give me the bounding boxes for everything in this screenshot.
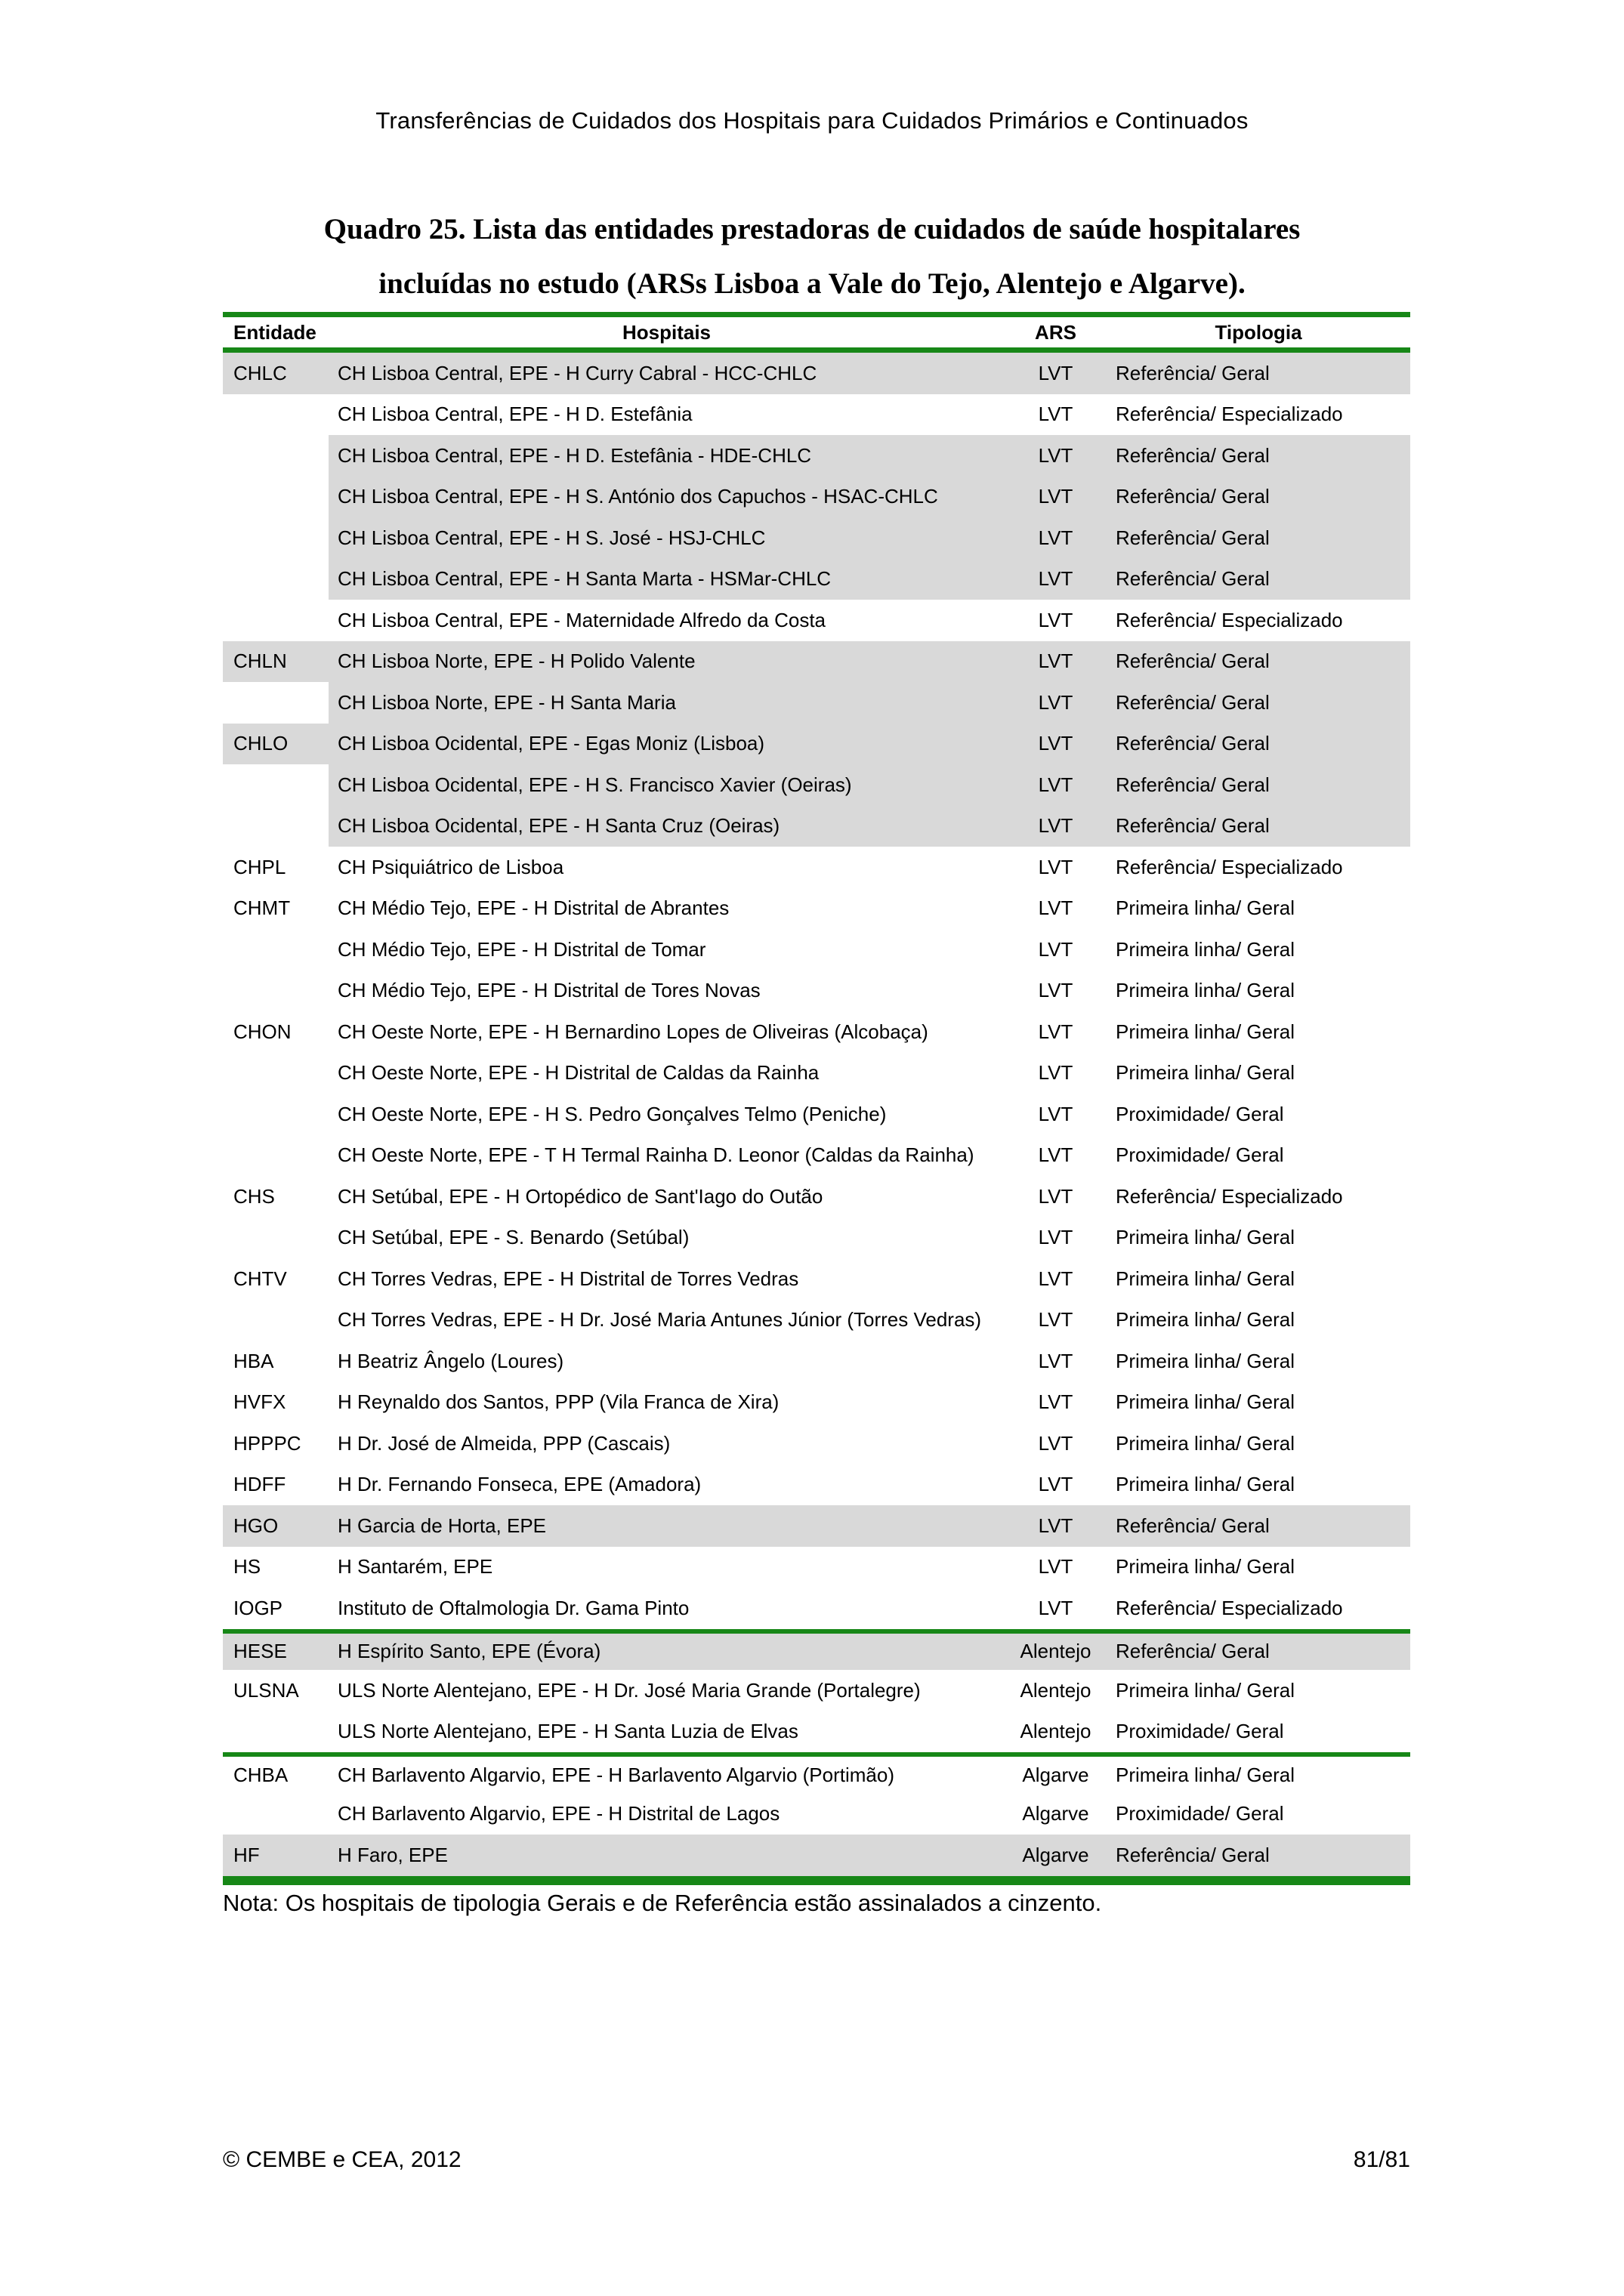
cell-tipologia: Referência/ Geral	[1107, 353, 1410, 394]
cell-ars: LVT	[1038, 403, 1073, 426]
cell-entidade	[223, 600, 329, 641]
cell-entidade	[223, 517, 329, 559]
table-row	[223, 682, 1410, 724]
cell-tipologia: Primeira linha/ Geral	[1116, 1267, 1295, 1290]
cell-ars: LVT	[1038, 1555, 1073, 1578]
cell-hospital: H Reynaldo dos Santos, PPP (Vila Franca de Xira)	[338, 1390, 780, 1414]
cell-tipologia: Referência/ Geral	[1107, 435, 1410, 477]
cell-tipologia: Primeira linha/ Geral	[1116, 1226, 1295, 1249]
cell-tipologia: Proximidade/ Geral	[1116, 1720, 1284, 1743]
cell-tipologia: Primeira linha/ Geral	[1116, 1390, 1295, 1414]
cell-entidade: IOGP	[233, 1596, 283, 1619]
cell-ars: Algarve	[1005, 1835, 1107, 1876]
cell-entidade: CHS	[233, 1184, 275, 1208]
cell-hospital: Instituto de Oftalmologia Dr. Gama Pinto	[338, 1596, 690, 1619]
cell-entidade	[223, 477, 329, 518]
cell-ars: LVT	[1038, 1143, 1073, 1167]
table-note: Nota: Os hospitais de tipologia Gerais e de Referência estão assinalados a cinzento.	[223, 1890, 1102, 1916]
cell-ars: LVT	[1005, 477, 1107, 518]
cell-entidade	[223, 929, 329, 971]
cell-tipologia: Primeira linha/ Geral	[1116, 1020, 1295, 1043]
cell-tipologia: Referência/ Geral	[1107, 641, 1410, 683]
cell-hospital: CH Oeste Norte, EPE - H S. Pedro Gonçalves Telmo (Peniche)	[338, 1102, 887, 1125]
table-bottom-border	[223, 1876, 1410, 1885]
cell-ars: LVT	[1038, 1267, 1073, 1290]
table-row	[223, 847, 1410, 888]
table-row	[223, 971, 1410, 1012]
cell-ars: LVT	[1005, 353, 1107, 394]
cell-hospital: CH Lisboa Central, EPE - H Santa Marta - HSMar-CHLC	[329, 559, 1005, 600]
cell-entidade: HBA	[233, 1349, 274, 1372]
table-row	[223, 1547, 1410, 1588]
cell-tipologia: Primeira linha/ Geral	[1116, 1431, 1295, 1455]
cell-ars: LVT	[1005, 806, 1107, 847]
cell-hospital: H Faro, EPE	[329, 1835, 1005, 1876]
table-row	[223, 1300, 1410, 1341]
cell-tipologia: Primeira linha/ Geral	[1116, 896, 1295, 920]
cell-hospital: H Santarém, EPE	[338, 1555, 493, 1578]
cell-tipologia: Primeira linha/ Geral	[1116, 1061, 1295, 1085]
cell-entidade: HDFF	[233, 1473, 286, 1496]
footer-copyright: © CEMBE e CEA, 2012	[223, 2147, 462, 2172]
table-row	[223, 1382, 1410, 1424]
cell-ars: Algarve	[1022, 1802, 1089, 1825]
cell-ars: LVT	[1005, 1505, 1107, 1547]
cell-tipologia: Referência/ Geral	[1107, 559, 1410, 600]
cell-ars: LVT	[1038, 1184, 1073, 1208]
column-header-entidade: Entidade	[233, 320, 316, 344]
cell-tipologia: Referência/ Geral	[1107, 724, 1410, 765]
table-row	[223, 641, 1410, 683]
cell-entidade	[223, 1135, 329, 1177]
table-top-border	[223, 312, 1410, 317]
table-row	[223, 1752, 1410, 1794]
cell-entidade: CHLC	[223, 353, 329, 394]
cell-entidade	[223, 764, 329, 806]
cell-ars: LVT	[1038, 1390, 1073, 1414]
cell-tipologia: Referência/ Especializado	[1116, 403, 1343, 426]
column-header-ars: ARS	[1035, 320, 1076, 344]
cell-entidade	[223, 435, 329, 477]
cell-hospital: CH Médio Tejo, EPE - H Distrital de Tores Novas	[338, 979, 761, 1002]
table-header-border	[223, 347, 1410, 353]
cell-tipologia: Proximidade/ Geral	[1116, 1143, 1284, 1167]
cell-entidade: HESE	[223, 1634, 329, 1671]
hospitals-table	[223, 312, 1410, 1885]
cell-ars: Algarve	[1022, 1763, 1089, 1786]
table-row	[223, 724, 1410, 765]
table-row	[223, 1794, 1410, 1835]
cell-ars: LVT	[1038, 1349, 1073, 1372]
cell-entidade	[223, 1217, 329, 1259]
table-row	[223, 1835, 1410, 1876]
cell-entidade	[223, 1053, 329, 1094]
cell-tipologia: Referência/ Geral	[1107, 477, 1410, 518]
table-title	[0, 202, 1624, 311]
cell-hospital: CH Lisboa Central, EPE - H Curry Cabral - HCC-CHLC	[329, 353, 1005, 394]
cell-ars: LVT	[1038, 1226, 1073, 1249]
table-row	[223, 1711, 1410, 1753]
cell-hospital: CH Lisboa Central, EPE - H D. Estefânia	[338, 403, 693, 426]
cell-ars: LVT	[1038, 608, 1073, 631]
cell-ars: LVT	[1038, 937, 1073, 961]
table-row	[223, 600, 1410, 641]
cell-hospital: CH Lisboa Central, EPE - H D. Estefânia - HDE-CHLC	[329, 435, 1005, 477]
cell-entidade: HPPPC	[233, 1431, 301, 1455]
table-row	[223, 764, 1410, 806]
cell-tipologia: Primeira linha/ Geral	[1116, 1555, 1295, 1578]
cell-tipologia: Primeira linha/ Geral	[1116, 1678, 1295, 1702]
cell-hospital: H Garcia de Horta, EPE	[329, 1505, 1005, 1547]
cell-hospital: CH Lisboa Ocidental, EPE - H Santa Cruz (Oeiras)	[329, 806, 1005, 847]
cell-entidade: CHLN	[223, 641, 329, 683]
cell-tipologia: Referência/ Especializado	[1116, 855, 1343, 878]
cell-ars: LVT	[1005, 559, 1107, 600]
cell-tipologia: Proximidade/ Geral	[1116, 1102, 1284, 1125]
cell-ars: LVT	[1005, 641, 1107, 683]
cell-ars: LVT	[1038, 855, 1073, 878]
cell-hospital: CH Oeste Norte, EPE - H Distrital de Caldas da Rainha	[338, 1061, 820, 1085]
footer-page-number: 81/81	[1353, 2147, 1410, 2172]
cell-entidade: ULSNA	[233, 1678, 299, 1702]
cell-ars: LVT	[1005, 724, 1107, 765]
cell-ars: LVT	[1038, 1308, 1073, 1332]
cell-tipologia: Referência/ Geral	[1107, 1634, 1410, 1671]
cell-ars: LVT	[1038, 1020, 1073, 1043]
table-body	[223, 353, 1410, 1876]
cell-entidade: HS	[233, 1555, 261, 1578]
cell-hospital: CH Oeste Norte, EPE - T H Termal Rainha D. Leonor (Caldas da Rainha)	[338, 1143, 974, 1167]
cell-hospital: CH Lisboa Norte, EPE - H Polido Valente	[329, 641, 1005, 683]
table-row	[223, 477, 1410, 518]
cell-ars: LVT	[1038, 1061, 1073, 1085]
cell-tipologia: Referência/ Especializado	[1116, 1596, 1343, 1619]
table-row	[223, 1094, 1410, 1135]
cell-tipologia: Referência/ Geral	[1107, 517, 1410, 559]
table-row	[223, 1217, 1410, 1259]
cell-tipologia: Referência/ Especializado	[1116, 1184, 1343, 1208]
cell-hospital: CH Barlavento Algarvio, EPE - H Distrital de Lagos	[338, 1802, 780, 1825]
cell-hospital: CH Torres Vedras, EPE - H Distrital de Torres Vedras	[338, 1267, 799, 1290]
cell-entidade	[223, 559, 329, 600]
cell-entidade	[223, 682, 329, 724]
cell-entidade: CHPL	[233, 855, 286, 878]
cell-ars: LVT	[1038, 1473, 1073, 1496]
cell-tipologia: Referência/ Geral	[1107, 764, 1410, 806]
cell-tipologia: Primeira linha/ Geral	[1116, 1473, 1295, 1496]
cell-ars: LVT	[1005, 517, 1107, 559]
cell-entidade: CHLO	[223, 724, 329, 765]
table-row	[223, 1670, 1410, 1711]
table-row	[223, 1011, 1410, 1053]
table-row	[223, 929, 1410, 971]
cell-tipologia: Referência/ Geral	[1107, 1835, 1410, 1876]
cell-hospital: CH Psiquiátrico de Lisboa	[338, 855, 564, 878]
cell-hospital: CH Lisboa Ocidental, EPE - H S. Francisco Xavier (Oeiras)	[329, 764, 1005, 806]
cell-entidade: CHBA	[233, 1763, 289, 1786]
cell-hospital: CH Médio Tejo, EPE - H Distrital de Tomar	[338, 937, 706, 961]
cell-hospital: CH Lisboa Central, EPE - H S. José - HSJ-CHLC	[329, 517, 1005, 559]
cell-ars: LVT	[1038, 1596, 1073, 1619]
cell-entidade	[223, 1794, 329, 1835]
table-row	[223, 559, 1410, 600]
cell-entidade	[223, 1094, 329, 1135]
cell-ars: LVT	[1005, 764, 1107, 806]
cell-entidade: CHMT	[233, 896, 291, 920]
cell-ars: LVT	[1038, 896, 1073, 920]
table-header-row	[223, 317, 1410, 347]
cell-ars: LVT	[1005, 682, 1107, 724]
cell-hospital: H Dr. José de Almeida, PPP (Cascais)	[338, 1431, 671, 1455]
cell-tipologia: Primeira linha/ Geral	[1116, 1308, 1295, 1332]
cell-entidade	[223, 1300, 329, 1341]
cell-tipologia: Primeira linha/ Geral	[1116, 1763, 1295, 1786]
table-row	[223, 394, 1410, 436]
cell-ars: Alentejo	[1005, 1634, 1107, 1671]
cell-hospital: ULS Norte Alentejano, EPE - H Dr. José Maria Grande (Portalegre)	[338, 1678, 921, 1702]
table-row	[223, 1258, 1410, 1300]
cell-entidade: HGO	[223, 1505, 329, 1547]
cell-hospital: CH Médio Tejo, EPE - H Distrital de Abrantes	[338, 896, 730, 920]
cell-tipologia: Primeira linha/ Geral	[1116, 937, 1295, 961]
cell-tipologia: Referência/ Geral	[1107, 1505, 1410, 1547]
cell-hospital: CH Barlavento Algarvio, EPE - H Barlavento Algarvio (Portimão)	[338, 1763, 894, 1786]
cell-tipologia: Referência/ Geral	[1107, 806, 1410, 847]
table-row	[223, 1588, 1410, 1629]
table-row	[223, 435, 1410, 477]
cell-entidade	[223, 806, 329, 847]
cell-entidade	[223, 1711, 329, 1753]
table-row	[223, 1341, 1410, 1382]
cell-hospital: CH Setúbal, EPE - S. Benardo (Setúbal)	[338, 1226, 690, 1249]
cell-hospital: CH Lisboa Ocidental, EPE - Egas Moniz (Lisboa)	[329, 724, 1005, 765]
cell-entidade	[223, 971, 329, 1012]
table-row	[223, 1176, 1410, 1217]
cell-ars: LVT	[1038, 1102, 1073, 1125]
table-row	[223, 1464, 1410, 1506]
table-row	[223, 517, 1410, 559]
cell-hospital: H Beatriz Ângelo (Loures)	[338, 1349, 564, 1372]
cell-hospital: H Dr. Fernando Fonseca, EPE (Amadora)	[338, 1473, 702, 1496]
table-row	[223, 888, 1410, 930]
table-title-line2: incluídas no estudo (ARSs Lisboa a Vale do Tejo, Alentejo e Algarve).	[378, 267, 1246, 300]
cell-hospital: H Espírito Santo, EPE (Évora)	[329, 1634, 1005, 1671]
cell-hospital: CH Lisboa Central, EPE - H S. António dos Capuchos - HSAC-CHLC	[329, 477, 1005, 518]
cell-entidade: HVFX	[233, 1390, 286, 1414]
table-row	[223, 1135, 1410, 1177]
cell-hospital: ULS Norte Alentejano, EPE - H Santa Luzia de Elvas	[338, 1720, 798, 1743]
cell-entidade: CHON	[233, 1020, 292, 1043]
page-header: Transferências de Cuidados dos Hospitais para Cuidados Primários e Continuados	[375, 107, 1249, 134]
cell-entidade	[223, 394, 329, 436]
cell-ars: Alentejo	[1020, 1678, 1091, 1702]
column-header-tipologia: Tipologia	[1215, 320, 1302, 344]
cell-tipologia: Proximidade/ Geral	[1116, 1802, 1284, 1825]
table-row	[223, 806, 1410, 847]
cell-hospital: CH Setúbal, EPE - H Ortopédico de Sant'Iago do Outão	[338, 1184, 823, 1208]
cell-ars: LVT	[1005, 435, 1107, 477]
cell-tipologia: Primeira linha/ Geral	[1116, 979, 1295, 1002]
table-row	[223, 1505, 1410, 1547]
cell-hospital: CH Lisboa Norte, EPE - H Santa Maria	[329, 682, 1005, 724]
cell-entidade: CHTV	[233, 1267, 287, 1290]
cell-entidade: HF	[223, 1835, 329, 1876]
cell-hospital: CH Lisboa Central, EPE - Maternidade Alfredo da Costa	[338, 608, 826, 631]
table-row	[223, 1053, 1410, 1094]
column-header-hospitais: Hospitais	[622, 320, 712, 344]
cell-tipologia: Referência/ Geral	[1107, 682, 1410, 724]
cell-ars: Alentejo	[1020, 1720, 1091, 1743]
cell-tipologia: Referência/ Especializado	[1116, 608, 1343, 631]
table-row	[223, 353, 1410, 394]
table-row	[223, 1629, 1410, 1671]
table-title-line1: Quadro 25. Lista das entidades prestadoras de cuidados de saúde hospitalares	[323, 213, 1301, 245]
cell-ars: LVT	[1038, 1431, 1073, 1455]
cell-hospital: CH Oeste Norte, EPE - H Bernardino Lopes de Oliveiras (Alcobaça)	[338, 1020, 928, 1043]
cell-tipologia: Primeira linha/ Geral	[1116, 1349, 1295, 1372]
cell-hospital: CH Torres Vedras, EPE - H Dr. José Maria Antunes Júnior (Torres Vedras)	[338, 1308, 982, 1332]
cell-ars: LVT	[1038, 979, 1073, 1002]
table-row	[223, 1423, 1410, 1464]
